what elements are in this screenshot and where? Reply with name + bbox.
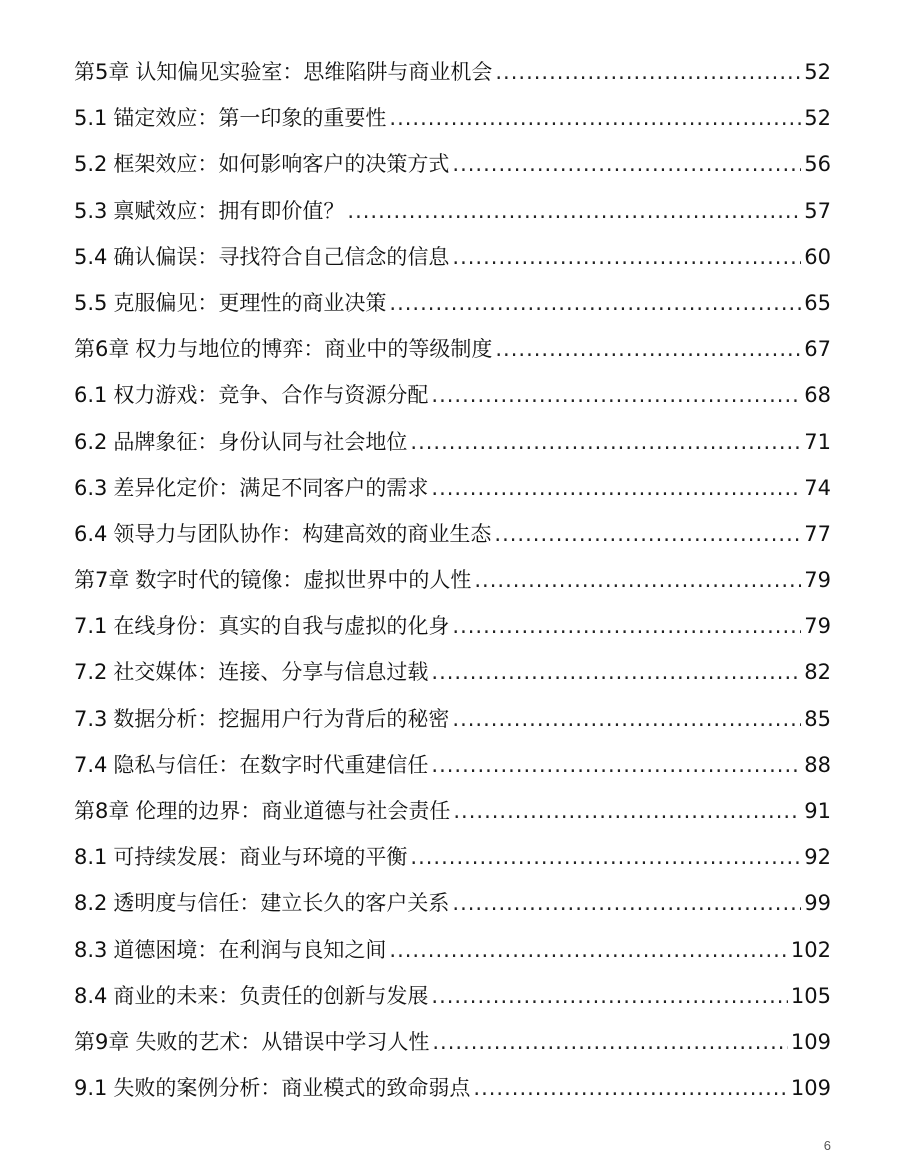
- toc-entry-title: 数字时代的镜像：虚拟世界中的人性: [135, 568, 472, 593]
- toc-entry[interactable]: [74, 329, 831, 375]
- toc-entry-number: 6.3: [74, 475, 108, 500]
- dot-leader: [431, 468, 801, 508]
- toc-entry-number: 6.1: [74, 383, 108, 408]
- toc-entry[interactable]: [74, 560, 831, 606]
- toc-entry-title: 透明度与信任：建立长久的客户关系: [113, 891, 450, 916]
- toc-entry[interactable]: [74, 283, 831, 329]
- toc-entry[interactable]: [74, 52, 831, 98]
- toc-entry-page: 85: [804, 706, 831, 731]
- toc-entry-page: 65: [804, 290, 831, 315]
- toc-entry-page: 109: [790, 1029, 831, 1054]
- dot-leader: [389, 283, 801, 323]
- toc-entry-title: 道德困境：在利润与良知之间: [113, 937, 387, 962]
- toc-entry-number: 5.3: [74, 198, 108, 223]
- dot-leader: [452, 883, 801, 923]
- dot-leader: [410, 422, 801, 462]
- toc-entry[interactable]: [74, 652, 831, 698]
- toc-entry-title: 数据分析：挖掘用户行为背后的秘密: [113, 706, 450, 731]
- toc-entry-title: 权力游戏：竞争、合作与资源分配: [113, 383, 429, 408]
- dot-leader: [431, 375, 801, 415]
- toc-entry-title: 领导力与团队协作：构建高效的商业生态: [113, 521, 492, 546]
- toc-entry-number: 8.1: [74, 845, 108, 870]
- toc-entry-title: 在线身份：真实的自我与虚拟的化身: [113, 614, 450, 639]
- toc-entry-page: 82: [804, 660, 831, 685]
- toc-entry-number: 第5章: [74, 60, 130, 84]
- toc-entry-title: 社交媒体：连接、分享与信息过载: [113, 660, 429, 685]
- toc-entry-page: 56: [804, 152, 831, 177]
- dot-leader: [431, 652, 801, 692]
- toc-entry-number: 第8章: [74, 799, 130, 823]
- toc-entry-page: 57: [804, 198, 831, 223]
- toc-entry-number: 8.2: [74, 891, 108, 916]
- toc-entry-page: 109: [790, 1076, 831, 1101]
- dot-leader: [389, 930, 788, 970]
- dot-leader: [474, 560, 801, 600]
- toc-entry-page: 67: [804, 337, 831, 362]
- dot-leader: [389, 98, 801, 138]
- toc-entry-title: 品牌象征：身份认同与社会地位: [113, 429, 408, 454]
- toc-entry[interactable]: [74, 422, 831, 468]
- toc-entry-number: 第6章: [74, 337, 130, 362]
- toc-entry[interactable]: [74, 930, 831, 976]
- toc-entry-page: 99: [804, 891, 831, 916]
- toc-entry-number: 5.1: [74, 106, 108, 131]
- toc-entry-number: 6.4: [74, 521, 108, 546]
- toc-entry-title: 失败的艺术：从错误中学习人性: [135, 1029, 430, 1054]
- toc-entry[interactable]: [74, 468, 831, 514]
- dot-leader: [431, 976, 788, 1016]
- toc-entry[interactable]: [74, 1022, 831, 1068]
- dot-leader: [495, 52, 801, 92]
- toc-entry-title: 失败的案例分析：商业模式的致命弱点: [113, 1076, 471, 1101]
- toc-entry[interactable]: [74, 514, 831, 560]
- dot-leader: [432, 1022, 788, 1062]
- toc-entry-number: 第9章: [74, 1029, 130, 1054]
- toc-entry[interactable]: [74, 375, 831, 421]
- toc-entry-number: 5.2: [74, 152, 108, 177]
- toc-entry-number: 5.5: [74, 290, 108, 315]
- toc-entry[interactable]: [74, 976, 831, 1022]
- toc-entry-page: 102: [790, 937, 831, 962]
- toc-entry-page: 79: [804, 568, 831, 593]
- toc-entry-page: 91: [804, 799, 831, 823]
- toc-entry[interactable]: [74, 191, 831, 237]
- toc-entry-title: 伦理的边界：商业道德与社会责任: [135, 799, 451, 823]
- toc-entry[interactable]: [74, 699, 831, 745]
- toc-entry-title: 权力与地位的博弈：商业中的等级制度: [135, 337, 493, 362]
- toc-entry-number: 8.4: [74, 983, 108, 1008]
- toc-entry-number: 8.3: [74, 937, 108, 962]
- toc-entry-number: 6.2: [74, 429, 108, 454]
- toc-entry-page: 74: [804, 475, 831, 500]
- dot-leader: [494, 514, 801, 554]
- toc-entry-title: 可持续发展：商业与环境的平衡: [113, 845, 408, 870]
- toc-entry[interactable]: [74, 1068, 831, 1114]
- toc-entry-title: 禀赋效应：拥有即价值？: [113, 198, 345, 223]
- toc-entry-number: 9.1: [74, 1076, 108, 1101]
- toc-entry[interactable]: [74, 144, 831, 190]
- toc-entry-number: 第7章: [74, 568, 130, 593]
- dot-leader: [452, 237, 801, 277]
- toc-entry-page: 105: [790, 983, 831, 1008]
- toc-entry-page: 60: [804, 244, 831, 269]
- toc-entry-number: 7.3: [74, 706, 108, 731]
- toc-entry[interactable]: [74, 837, 831, 883]
- dot-leader: [347, 191, 801, 231]
- toc-entry-number: 7.1: [74, 614, 108, 639]
- toc-entry-page: 52: [804, 106, 831, 131]
- toc-entry[interactable]: [74, 237, 831, 283]
- dot-leader: [410, 837, 801, 877]
- dot-leader: [452, 699, 801, 739]
- toc-entry-page: 92: [804, 845, 831, 870]
- toc-entry-number: 7.4: [74, 752, 108, 777]
- toc-entry-page: 68: [804, 383, 831, 408]
- table-of-contents: [74, 52, 831, 1114]
- dot-leader: [452, 144, 801, 184]
- toc-entry[interactable]: [74, 883, 831, 929]
- dot-leader: [473, 1068, 788, 1108]
- page-number: 6: [823, 1138, 831, 1153]
- toc-entry-title: 确认偏误：寻找符合自己信念的信息: [113, 244, 450, 269]
- dot-leader: [452, 606, 801, 646]
- toc-entry[interactable]: [74, 791, 831, 837]
- toc-entry[interactable]: [74, 745, 831, 791]
- dot-leader: [431, 745, 801, 785]
- toc-entry[interactable]: [74, 606, 831, 652]
- toc-entry-title: 认知偏见实验室：思维陷阱与商业机会: [135, 60, 493, 84]
- toc-entry-title: 锚定效应：第一印象的重要性: [113, 106, 387, 131]
- toc-entry-page: 79: [804, 614, 831, 639]
- toc-entry-page: 88: [804, 752, 831, 777]
- toc-entry-page: 77: [804, 521, 831, 546]
- toc-entry-title: 差异化定价：满足不同客户的需求: [113, 475, 429, 500]
- toc-entry-title: 商业的未来：负责任的创新与发展: [113, 983, 429, 1008]
- toc-entry[interactable]: [74, 98, 831, 144]
- toc-entry-page: 52: [804, 60, 831, 84]
- dot-leader: [495, 329, 801, 369]
- toc-entry-title: 克服偏见：更理性的商业决策: [113, 290, 387, 315]
- toc-entry-number: 7.2: [74, 660, 108, 685]
- toc-entry-page: 71: [804, 429, 831, 454]
- toc-entry-number: 5.4: [74, 244, 108, 269]
- dot-leader: [453, 791, 801, 831]
- toc-entry-title: 隐私与信任：在数字时代重建信任: [113, 752, 429, 777]
- toc-entry-title: 框架效应：如何影响客户的决策方式: [113, 152, 450, 177]
